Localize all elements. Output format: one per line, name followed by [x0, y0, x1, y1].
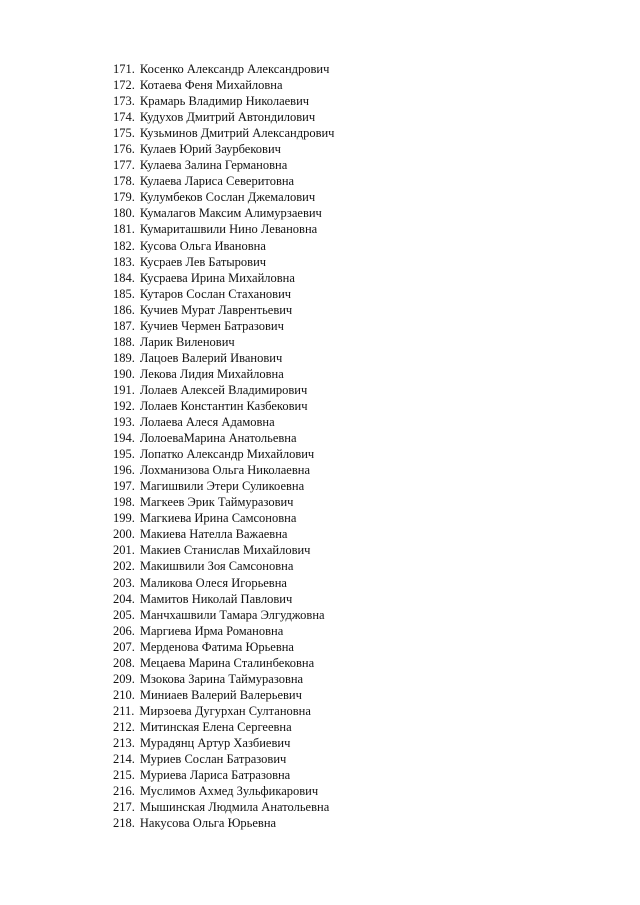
- list-item-number: 194.: [113, 431, 135, 446]
- list-item: [113, 173, 334, 189]
- list-item: [113, 558, 334, 574]
- list-item: [113, 735, 334, 751]
- list-item-name: Мецаева Марина Сталинбековна: [139, 655, 315, 670]
- list-item: [113, 302, 334, 318]
- list-item-name: Магкеев Эрик Таймуразович: [139, 495, 294, 510]
- list-item: [113, 462, 334, 478]
- list-item-number: 207.: [113, 639, 135, 654]
- list-item-number: 173.: [113, 94, 135, 109]
- list-item-name: Кусраева Ирина Михайловна: [139, 270, 295, 285]
- list-item-name: Макиева Нателла Важаевна: [139, 527, 288, 542]
- list-item-name: Мурадянц Артур Хазбиевич: [139, 735, 291, 750]
- list-item-number: 199.: [113, 511, 135, 526]
- list-item-name: Муслимов Ахмед Зульфикарович: [139, 784, 319, 799]
- list-item-name: Макиев Станислав Михайлович: [139, 543, 311, 558]
- list-item-name: Кулаев Юрий Заурбекович: [139, 142, 281, 157]
- list-item-name: Косенко Александр Александрович: [139, 62, 330, 76]
- list-item: [113, 221, 334, 237]
- list-item-number: 187.: [113, 318, 135, 333]
- list-item-number: 180.: [113, 206, 135, 221]
- list-item: [113, 542, 334, 558]
- list-item-number: 192.: [113, 398, 135, 413]
- list-item-name: Кусова Ольга Ивановна: [139, 238, 266, 253]
- list-item-name: Лопатко Александр Михайлович: [139, 447, 315, 462]
- list-item-name: Кулаева Залина Германовна: [139, 158, 288, 173]
- list-item-name: Магкиева Ирина Самсоновна: [139, 511, 297, 526]
- list-item-name: Кутаров Сослан Стаханович: [139, 286, 292, 301]
- list-item-name: Крамарь Владимир Николаевич: [139, 94, 310, 109]
- list-item: [113, 398, 334, 414]
- list-item: [113, 77, 334, 93]
- list-item-name: Лацоев Валерий Иванович: [139, 350, 283, 365]
- list-item: [113, 141, 334, 157]
- list-item-name: Накусова Ольга Юрьевна: [139, 816, 277, 831]
- list-item-name: Мышинская Людмила Анатольевна: [139, 800, 330, 815]
- list-item-name: Кулаева Лариса Северитовна: [139, 174, 295, 189]
- list-item: [113, 125, 334, 141]
- list-item-name: Магишвили Этери Суликоевна: [139, 479, 305, 494]
- list-item-name: Манчхашвили Тамара Элгуджовна: [139, 607, 325, 622]
- list-item-number: 208.: [113, 655, 135, 670]
- list-item: [113, 703, 334, 719]
- list-item: [113, 799, 334, 815]
- list-item: [113, 270, 334, 286]
- list-item-name: Мерденова Фатима Юрьевна: [139, 639, 294, 654]
- list-item: [113, 286, 334, 302]
- list-item: [113, 510, 334, 526]
- list-item-name: Лолаева Алеся Адамовна: [139, 415, 275, 430]
- list-item: [113, 430, 334, 446]
- list-item-name: Кудухов Дмитрий Автондилович: [139, 110, 316, 125]
- list-item-name: Котаева Феня Михайловна: [139, 78, 283, 93]
- list-item-number: 202.: [113, 559, 135, 574]
- list-item-number: 174.: [113, 110, 135, 125]
- list-item-number: 198.: [113, 495, 135, 510]
- list-item-number: 172.: [113, 78, 135, 93]
- list-item-number: 184.: [113, 270, 135, 285]
- list-item-name: Макишвили Зоя Самсоновна: [139, 559, 294, 574]
- list-item-name: Кумариташвили Нино Левановна: [139, 222, 318, 237]
- list-item-number: 183.: [113, 254, 135, 269]
- list-item: [113, 591, 334, 607]
- list-item-name: Лекова Лидия Михайловна: [139, 366, 284, 381]
- list-item: [113, 671, 334, 687]
- list-item-number: 210.: [113, 687, 135, 702]
- list-item-number: 214.: [113, 752, 135, 767]
- list-item-number: 215.: [113, 768, 135, 783]
- list-item: [113, 478, 334, 494]
- list-item-number: 171.: [113, 62, 135, 76]
- list-item-name: Кучиев Мурат Лаврентьевич: [139, 302, 293, 317]
- list-item: [113, 254, 334, 270]
- list-item-name: Мамитов Николай Павлович: [139, 591, 293, 606]
- list-item-number: 177.: [113, 158, 135, 173]
- list-item-number: 182.: [113, 238, 135, 253]
- list-item: [113, 414, 334, 430]
- list-item-number: 205.: [113, 607, 135, 622]
- list-item-name: Муриев Сослан Батразович: [139, 752, 287, 767]
- list-item-number: 218.: [113, 816, 135, 831]
- list-item-name: Лохманизова Ольга Николаевна: [139, 463, 310, 478]
- list-item-number: 212.: [113, 719, 135, 734]
- list-item: [113, 623, 334, 639]
- list-item: [113, 189, 334, 205]
- list-item: [113, 93, 334, 109]
- list-item-number: 216.: [113, 784, 135, 799]
- list-item: [113, 767, 334, 783]
- list-item-number: 186.: [113, 302, 135, 317]
- list-item: [113, 318, 334, 334]
- list-item-number: 185.: [113, 286, 135, 301]
- list-item-number: 203.: [113, 575, 135, 590]
- list-item-name: Лолаев Алексей Владимирович: [139, 382, 308, 397]
- list-item: [113, 61, 334, 77]
- list-item-number: 206.: [113, 623, 135, 638]
- list-item: [113, 109, 334, 125]
- list-item: [113, 751, 334, 767]
- list-item: [113, 382, 334, 398]
- list-item: [113, 238, 334, 254]
- list-item-name: Миниаев Валерий Валерьевич: [139, 687, 302, 702]
- list-item-number: 195.: [113, 447, 135, 462]
- list-item-number: 200.: [113, 527, 135, 542]
- list-item-number: 197.: [113, 479, 135, 494]
- list-item-name: Мзокова Зарина Таймуразовна: [139, 671, 304, 686]
- name-list: [113, 61, 334, 831]
- list-item: [113, 526, 334, 542]
- list-item-number: 188.: [113, 334, 135, 349]
- list-item: [113, 366, 334, 382]
- list-item-name: Кумалагов Максим Алимурзаевич: [139, 206, 322, 221]
- list-item: [113, 655, 334, 671]
- list-item-name: Ларик Виленович: [139, 334, 235, 349]
- list-item: [113, 719, 334, 735]
- list-item-number: 175.: [113, 126, 135, 141]
- list-item-number: 196.: [113, 463, 135, 478]
- list-item-number: 176.: [113, 142, 135, 157]
- list-item-number: 204.: [113, 591, 135, 606]
- list-item: [113, 157, 334, 173]
- list-item-name: Кулумбеков Сослан Джемалович: [139, 190, 316, 205]
- list-item-name: Кузьминов Дмитрий Александрович: [139, 126, 335, 141]
- list-item-number: 179.: [113, 190, 135, 205]
- list-item: [113, 350, 334, 366]
- list-item-name: Кучиев Чермен Батразович: [139, 318, 284, 333]
- list-item: [113, 783, 334, 799]
- list-item-number: 217.: [113, 800, 135, 815]
- list-item: [113, 494, 334, 510]
- list-item-number: 193.: [113, 415, 135, 430]
- list-item: [113, 639, 334, 655]
- list-item: [113, 446, 334, 462]
- list-item-name: Митинская Елена Сергеевна: [139, 719, 292, 734]
- list-item-number: 178.: [113, 174, 135, 189]
- list-item-number: 211.: [113, 703, 135, 718]
- list-item-number: 181.: [113, 222, 135, 237]
- list-item-name: Маликова Олеся Игорьевна: [139, 575, 287, 590]
- list-item-name: Кусраев Лев Батырович: [139, 254, 267, 269]
- list-item-number: 190.: [113, 366, 135, 381]
- list-item: [113, 334, 334, 350]
- list-item: [113, 575, 334, 591]
- list-item-name: Мирзоева Дугурхан Султановна: [139, 703, 311, 718]
- list-item-name: ЛолоеваМарина Анатольевна: [139, 431, 297, 446]
- list-item-name: Лолаев Константин Казбекович: [139, 398, 308, 413]
- list-item: [113, 607, 334, 623]
- list-item: [113, 815, 334, 831]
- list-item: [113, 687, 334, 703]
- list-item: [113, 205, 334, 221]
- list-item-number: 209.: [113, 671, 135, 686]
- list-item-number: 191.: [113, 382, 135, 397]
- list-item-number: 189.: [113, 350, 135, 365]
- list-item-name: Муриева Лариса Батразовна: [139, 768, 291, 783]
- list-item-name: Маргиева Ирма Романовна: [139, 623, 284, 638]
- list-item-number: 213.: [113, 735, 135, 750]
- list-item-number: 201.: [113, 543, 135, 558]
